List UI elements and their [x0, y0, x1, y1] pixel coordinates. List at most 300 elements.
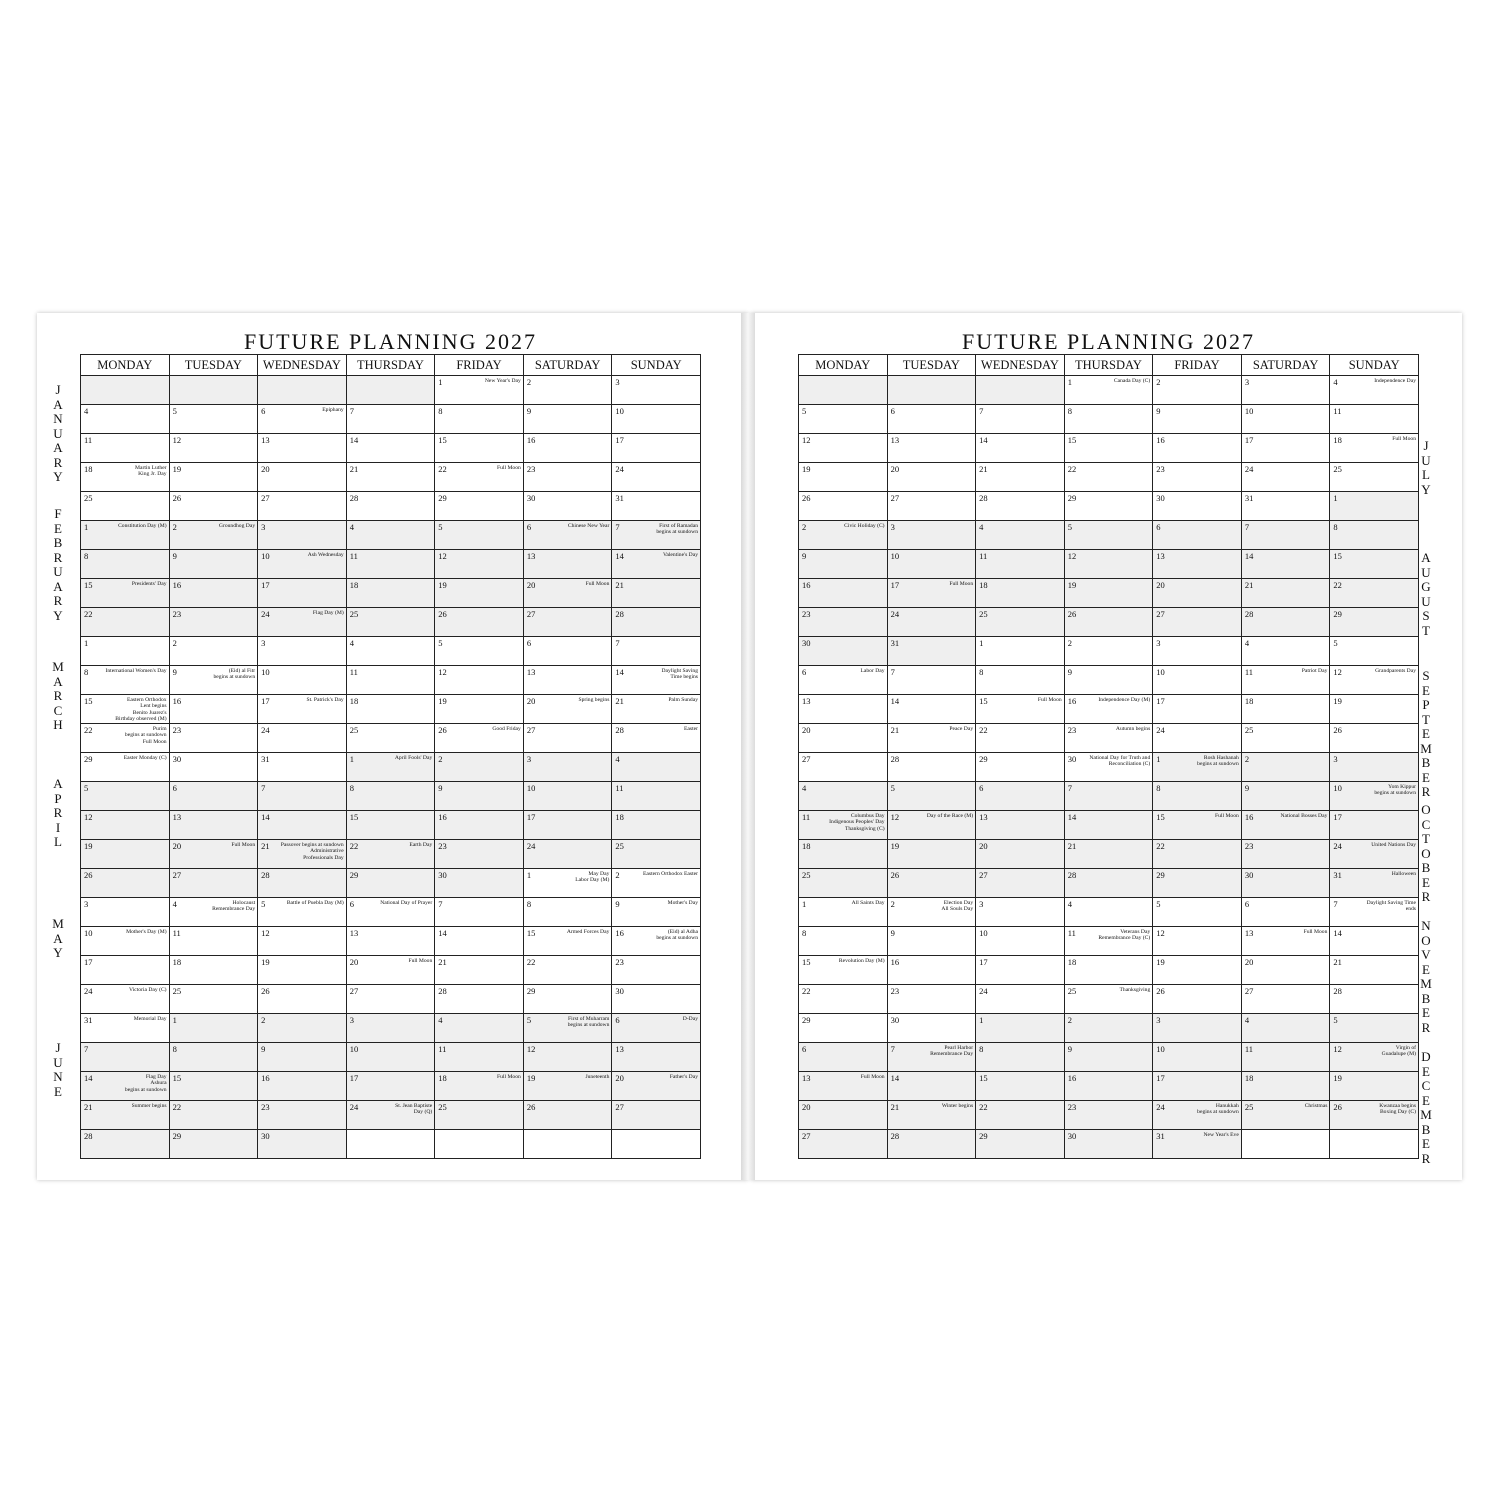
day-cell[interactable]: [887, 811, 976, 840]
day-cell[interactable]: [346, 1043, 435, 1072]
day-cell[interactable]: [1064, 463, 1153, 492]
day-cell[interactable]: [258, 1130, 347, 1159]
day-cell[interactable]: [1064, 840, 1153, 869]
day-cell[interactable]: [435, 579, 524, 608]
day-cell[interactable]: [169, 666, 258, 695]
day-cell[interactable]: [1241, 579, 1330, 608]
day-cell[interactable]: [1241, 1072, 1330, 1101]
day-cell[interactable]: [612, 695, 701, 724]
day-cell[interactable]: [1064, 1043, 1153, 1072]
day-cell[interactable]: [169, 1014, 258, 1043]
day-cell[interactable]: [1153, 753, 1242, 782]
day-cell[interactable]: [887, 492, 976, 521]
day-cell[interactable]: [1241, 753, 1330, 782]
day-cell[interactable]: [346, 782, 435, 811]
day-cell[interactable]: [1153, 1014, 1242, 1043]
day-cell[interactable]: [346, 840, 435, 869]
day-cell[interactable]: [1153, 376, 1242, 405]
day-cell[interactable]: [976, 811, 1065, 840]
day-cell[interactable]: [976, 463, 1065, 492]
day-cell[interactable]: [258, 869, 347, 898]
day-cell[interactable]: [612, 985, 701, 1014]
day-cell[interactable]: [1153, 405, 1242, 434]
day-cell[interactable]: [612, 550, 701, 579]
day-cell[interactable]: [799, 405, 888, 434]
day-cell[interactable]: [1064, 811, 1153, 840]
day-cell[interactable]: [1064, 985, 1153, 1014]
day-cell[interactable]: [887, 724, 976, 753]
day-cell[interactable]: [81, 724, 170, 753]
day-cell[interactable]: [346, 811, 435, 840]
day-cell[interactable]: [1330, 811, 1419, 840]
day-cell[interactable]: [1153, 1101, 1242, 1130]
day-cell[interactable]: [81, 695, 170, 724]
day-cell[interactable]: [258, 985, 347, 1014]
day-cell[interactable]: [1064, 550, 1153, 579]
day-cell[interactable]: [435, 869, 524, 898]
day-cell[interactable]: [435, 376, 524, 405]
day-cell[interactable]: [612, 521, 701, 550]
day-cell[interactable]: [346, 405, 435, 434]
day-cell[interactable]: [1064, 956, 1153, 985]
day-cell[interactable]: [976, 927, 1065, 956]
day-cell[interactable]: [887, 840, 976, 869]
day-cell[interactable]: [887, 956, 976, 985]
day-cell[interactable]: [1241, 927, 1330, 956]
day-cell[interactable]: [887, 985, 976, 1014]
day-cell[interactable]: [346, 376, 435, 405]
day-cell[interactable]: [81, 898, 170, 927]
day-cell[interactable]: [1241, 898, 1330, 927]
day-cell[interactable]: [81, 434, 170, 463]
day-cell[interactable]: [435, 724, 524, 753]
day-cell[interactable]: [799, 637, 888, 666]
day-cell[interactable]: [523, 1043, 612, 1072]
day-cell[interactable]: [258, 753, 347, 782]
day-cell[interactable]: [523, 869, 612, 898]
day-cell[interactable]: [799, 695, 888, 724]
day-cell[interactable]: [976, 1101, 1065, 1130]
day-cell[interactable]: [976, 608, 1065, 637]
day-cell[interactable]: [81, 637, 170, 666]
day-cell[interactable]: [81, 811, 170, 840]
day-cell[interactable]: [258, 376, 347, 405]
day-cell[interactable]: [612, 666, 701, 695]
day-cell[interactable]: [1064, 927, 1153, 956]
day-cell[interactable]: [1064, 579, 1153, 608]
day-cell[interactable]: [887, 1072, 976, 1101]
day-cell[interactable]: [1330, 695, 1419, 724]
day-cell[interactable]: [976, 956, 1065, 985]
day-cell[interactable]: [1064, 434, 1153, 463]
day-cell[interactable]: [1153, 463, 1242, 492]
day-cell[interactable]: [1241, 1101, 1330, 1130]
day-cell[interactable]: [169, 724, 258, 753]
day-cell[interactable]: [258, 666, 347, 695]
day-cell[interactable]: [1330, 724, 1419, 753]
day-cell[interactable]: [1241, 695, 1330, 724]
day-cell[interactable]: [1153, 898, 1242, 927]
day-cell[interactable]: [1064, 521, 1153, 550]
day-cell[interactable]: [346, 956, 435, 985]
day-cell[interactable]: [523, 927, 612, 956]
day-cell[interactable]: [1241, 666, 1330, 695]
day-cell[interactable]: [169, 840, 258, 869]
day-cell[interactable]: [887, 869, 976, 898]
day-cell[interactable]: [799, 1101, 888, 1130]
day-cell[interactable]: [1330, 1130, 1419, 1159]
day-cell[interactable]: [799, 492, 888, 521]
day-cell[interactable]: [1153, 724, 1242, 753]
day-cell[interactable]: [976, 753, 1065, 782]
day-cell[interactable]: [1153, 985, 1242, 1014]
day-cell[interactable]: [1064, 405, 1153, 434]
day-cell[interactable]: [169, 956, 258, 985]
day-cell[interactable]: [523, 376, 612, 405]
day-cell[interactable]: [81, 985, 170, 1014]
day-cell[interactable]: [1241, 1043, 1330, 1072]
day-cell[interactable]: [346, 492, 435, 521]
day-cell[interactable]: [258, 637, 347, 666]
day-cell[interactable]: [346, 521, 435, 550]
day-cell[interactable]: [1241, 1130, 1330, 1159]
day-cell[interactable]: [523, 405, 612, 434]
day-cell[interactable]: [81, 608, 170, 637]
day-cell[interactable]: [523, 1130, 612, 1159]
day-cell[interactable]: [976, 985, 1065, 1014]
day-cell[interactable]: [976, 724, 1065, 753]
day-cell[interactable]: [1153, 1130, 1242, 1159]
day-cell[interactable]: [258, 811, 347, 840]
day-cell[interactable]: [1064, 695, 1153, 724]
day-cell[interactable]: [523, 579, 612, 608]
day-cell[interactable]: [1330, 579, 1419, 608]
day-cell[interactable]: [435, 1072, 524, 1101]
day-cell[interactable]: [346, 1014, 435, 1043]
day-cell[interactable]: [523, 492, 612, 521]
day-cell[interactable]: [1153, 927, 1242, 956]
day-cell[interactable]: [523, 956, 612, 985]
day-cell[interactable]: [1241, 492, 1330, 521]
day-cell[interactable]: [346, 724, 435, 753]
day-cell[interactable]: [169, 376, 258, 405]
day-cell[interactable]: [1241, 463, 1330, 492]
day-cell[interactable]: [612, 579, 701, 608]
day-cell[interactable]: [1330, 1101, 1419, 1130]
day-cell[interactable]: [346, 1130, 435, 1159]
day-cell[interactable]: [1064, 782, 1153, 811]
day-cell[interactable]: [1330, 840, 1419, 869]
day-cell[interactable]: [1064, 637, 1153, 666]
day-cell[interactable]: [435, 840, 524, 869]
day-cell[interactable]: [887, 579, 976, 608]
day-cell[interactable]: [346, 550, 435, 579]
day-cell[interactable]: [435, 666, 524, 695]
day-cell[interactable]: [799, 840, 888, 869]
day-cell[interactable]: [523, 1014, 612, 1043]
day-cell[interactable]: [1330, 956, 1419, 985]
day-cell[interactable]: [169, 811, 258, 840]
day-cell[interactable]: [1241, 956, 1330, 985]
day-cell[interactable]: [523, 666, 612, 695]
day-cell[interactable]: [523, 463, 612, 492]
day-cell[interactable]: [976, 1043, 1065, 1072]
day-cell[interactable]: [346, 666, 435, 695]
day-cell[interactable]: [435, 927, 524, 956]
day-cell[interactable]: [612, 608, 701, 637]
day-cell[interactable]: [169, 1130, 258, 1159]
day-cell[interactable]: [81, 956, 170, 985]
day-cell[interactable]: [799, 579, 888, 608]
day-cell[interactable]: [169, 550, 258, 579]
day-cell[interactable]: [1153, 956, 1242, 985]
day-cell[interactable]: [799, 666, 888, 695]
day-cell[interactable]: [799, 782, 888, 811]
day-cell[interactable]: [523, 637, 612, 666]
day-cell[interactable]: [799, 1072, 888, 1101]
day-cell[interactable]: [1241, 550, 1330, 579]
day-cell[interactable]: [799, 753, 888, 782]
day-cell[interactable]: [1241, 724, 1330, 753]
day-cell[interactable]: [523, 521, 612, 550]
day-cell[interactable]: [523, 811, 612, 840]
day-cell[interactable]: [81, 492, 170, 521]
day-cell[interactable]: [435, 898, 524, 927]
day-cell[interactable]: [1330, 376, 1419, 405]
day-cell[interactable]: [523, 985, 612, 1014]
day-cell[interactable]: [1064, 869, 1153, 898]
day-cell[interactable]: [523, 434, 612, 463]
day-cell[interactable]: [887, 434, 976, 463]
day-cell[interactable]: [1241, 608, 1330, 637]
day-cell[interactable]: [1330, 492, 1419, 521]
day-cell[interactable]: [612, 434, 701, 463]
day-cell[interactable]: [346, 927, 435, 956]
day-cell[interactable]: [612, 376, 701, 405]
day-cell[interactable]: [1330, 753, 1419, 782]
day-cell[interactable]: [81, 753, 170, 782]
day-cell[interactable]: [1153, 782, 1242, 811]
day-cell[interactable]: [1064, 753, 1153, 782]
day-cell[interactable]: [887, 637, 976, 666]
day-cell[interactable]: [258, 956, 347, 985]
day-cell[interactable]: [435, 695, 524, 724]
day-cell[interactable]: [169, 492, 258, 521]
day-cell[interactable]: [976, 869, 1065, 898]
day-cell[interactable]: [435, 753, 524, 782]
day-cell[interactable]: [976, 1014, 1065, 1043]
day-cell[interactable]: [258, 550, 347, 579]
day-cell[interactable]: [258, 579, 347, 608]
day-cell[interactable]: [169, 869, 258, 898]
day-cell[interactable]: [346, 898, 435, 927]
day-cell[interactable]: [612, 869, 701, 898]
day-cell[interactable]: [1064, 1014, 1153, 1043]
day-cell[interactable]: [1241, 811, 1330, 840]
day-cell[interactable]: [612, 1101, 701, 1130]
day-cell[interactable]: [1153, 840, 1242, 869]
day-cell[interactable]: [258, 1101, 347, 1130]
day-cell[interactable]: [1330, 666, 1419, 695]
day-cell[interactable]: [258, 695, 347, 724]
day-cell[interactable]: [1241, 405, 1330, 434]
day-cell[interactable]: [976, 521, 1065, 550]
day-cell[interactable]: [1153, 521, 1242, 550]
day-cell[interactable]: [346, 463, 435, 492]
day-cell[interactable]: [81, 550, 170, 579]
day-cell[interactable]: [523, 1072, 612, 1101]
day-cell[interactable]: [1241, 985, 1330, 1014]
day-cell[interactable]: [1241, 869, 1330, 898]
day-cell[interactable]: [887, 695, 976, 724]
day-cell[interactable]: [799, 985, 888, 1014]
day-cell[interactable]: [258, 521, 347, 550]
day-cell[interactable]: [976, 1072, 1065, 1101]
day-cell[interactable]: [1241, 521, 1330, 550]
day-cell[interactable]: [346, 579, 435, 608]
day-cell[interactable]: [258, 1043, 347, 1072]
day-cell[interactable]: [1330, 927, 1419, 956]
day-cell[interactable]: [887, 376, 976, 405]
day-cell[interactable]: [346, 608, 435, 637]
day-cell[interactable]: [523, 782, 612, 811]
day-cell[interactable]: [799, 1014, 888, 1043]
day-cell[interactable]: [435, 1014, 524, 1043]
day-cell[interactable]: [169, 782, 258, 811]
day-cell[interactable]: [799, 434, 888, 463]
day-cell[interactable]: [799, 869, 888, 898]
day-cell[interactable]: [1330, 550, 1419, 579]
day-cell[interactable]: [887, 1130, 976, 1159]
day-cell[interactable]: [1241, 1014, 1330, 1043]
day-cell[interactable]: [612, 492, 701, 521]
day-cell[interactable]: [1153, 637, 1242, 666]
day-cell[interactable]: [169, 898, 258, 927]
day-cell[interactable]: [612, 405, 701, 434]
day-cell[interactable]: [435, 985, 524, 1014]
day-cell[interactable]: [523, 753, 612, 782]
day-cell[interactable]: [81, 840, 170, 869]
day-cell[interactable]: [1153, 1072, 1242, 1101]
day-cell[interactable]: [976, 1130, 1065, 1159]
day-cell[interactable]: [1330, 1072, 1419, 1101]
day-cell[interactable]: [169, 753, 258, 782]
day-cell[interactable]: [887, 1014, 976, 1043]
day-cell[interactable]: [81, 405, 170, 434]
day-cell[interactable]: [258, 463, 347, 492]
day-cell[interactable]: [1241, 376, 1330, 405]
day-cell[interactable]: [799, 376, 888, 405]
day-cell[interactable]: [435, 550, 524, 579]
day-cell[interactable]: [887, 463, 976, 492]
day-cell[interactable]: [1153, 695, 1242, 724]
day-cell[interactable]: [976, 637, 1065, 666]
day-cell[interactable]: [799, 550, 888, 579]
day-cell[interactable]: [1064, 492, 1153, 521]
day-cell[interactable]: [612, 637, 701, 666]
day-cell[interactable]: [612, 1130, 701, 1159]
day-cell[interactable]: [887, 898, 976, 927]
day-cell[interactable]: [435, 782, 524, 811]
day-cell[interactable]: [169, 405, 258, 434]
day-cell[interactable]: [1153, 434, 1242, 463]
day-cell[interactable]: [1153, 550, 1242, 579]
day-cell[interactable]: [523, 724, 612, 753]
day-cell[interactable]: [81, 463, 170, 492]
day-cell[interactable]: [81, 376, 170, 405]
day-cell[interactable]: [81, 1014, 170, 1043]
day-cell[interactable]: [612, 782, 701, 811]
day-cell[interactable]: [612, 1014, 701, 1043]
day-cell[interactable]: [435, 608, 524, 637]
day-cell[interactable]: [169, 608, 258, 637]
day-cell[interactable]: [887, 608, 976, 637]
day-cell[interactable]: [81, 521, 170, 550]
day-cell[interactable]: [612, 840, 701, 869]
day-cell[interactable]: [1330, 869, 1419, 898]
day-cell[interactable]: [81, 869, 170, 898]
day-cell[interactable]: [169, 1072, 258, 1101]
day-cell[interactable]: [887, 405, 976, 434]
day-cell[interactable]: [976, 782, 1065, 811]
day-cell[interactable]: [1153, 811, 1242, 840]
day-cell[interactable]: [1330, 1043, 1419, 1072]
day-cell[interactable]: [887, 782, 976, 811]
day-cell[interactable]: [81, 1130, 170, 1159]
day-cell[interactable]: [1064, 898, 1153, 927]
day-cell[interactable]: [612, 956, 701, 985]
day-cell[interactable]: [1153, 869, 1242, 898]
day-cell[interactable]: [169, 434, 258, 463]
day-cell[interactable]: [1064, 1101, 1153, 1130]
day-cell[interactable]: [1330, 637, 1419, 666]
day-cell[interactable]: [1153, 608, 1242, 637]
day-cell[interactable]: [976, 550, 1065, 579]
day-cell[interactable]: [169, 1101, 258, 1130]
day-cell[interactable]: [81, 782, 170, 811]
day-cell[interactable]: [435, 811, 524, 840]
day-cell[interactable]: [258, 608, 347, 637]
day-cell[interactable]: [81, 927, 170, 956]
day-cell[interactable]: [1064, 666, 1153, 695]
day-cell[interactable]: [258, 405, 347, 434]
day-cell[interactable]: [976, 579, 1065, 608]
day-cell[interactable]: [346, 637, 435, 666]
day-cell[interactable]: [169, 579, 258, 608]
day-cell[interactable]: [612, 724, 701, 753]
day-cell[interactable]: [799, 724, 888, 753]
day-cell[interactable]: [799, 1130, 888, 1159]
day-cell[interactable]: [169, 695, 258, 724]
day-cell[interactable]: [799, 898, 888, 927]
day-cell[interactable]: [799, 927, 888, 956]
day-cell[interactable]: [346, 753, 435, 782]
day-cell[interactable]: [1153, 666, 1242, 695]
day-cell[interactable]: [1330, 782, 1419, 811]
day-cell[interactable]: [799, 521, 888, 550]
day-cell[interactable]: [1153, 1043, 1242, 1072]
day-cell[interactable]: [612, 1043, 701, 1072]
day-cell[interactable]: [435, 1043, 524, 1072]
day-cell[interactable]: [1241, 637, 1330, 666]
day-cell[interactable]: [612, 927, 701, 956]
day-cell[interactable]: [1064, 1072, 1153, 1101]
day-cell[interactable]: [435, 434, 524, 463]
day-cell[interactable]: [612, 898, 701, 927]
day-cell[interactable]: [435, 405, 524, 434]
day-cell[interactable]: [523, 1101, 612, 1130]
day-cell[interactable]: [258, 1014, 347, 1043]
